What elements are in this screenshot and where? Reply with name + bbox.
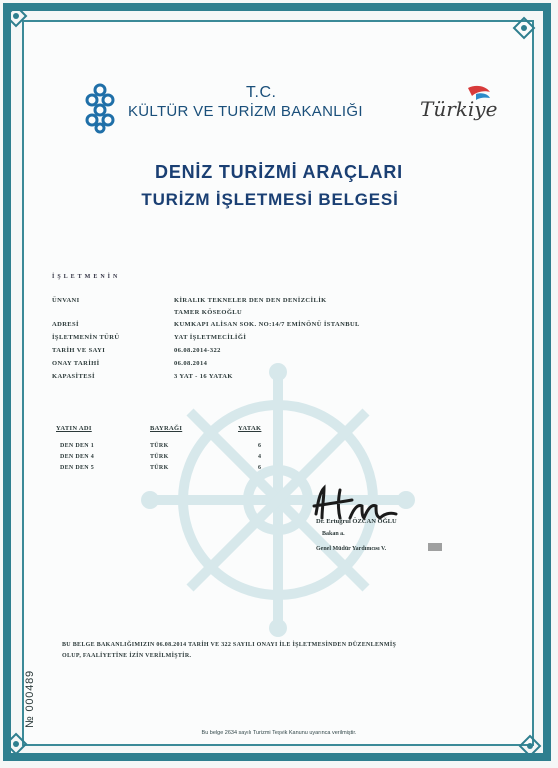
vessel-header-beds: YATAK — [238, 425, 262, 432]
vessel-row-flag: TÜRK — [150, 454, 169, 460]
certificate-notice — [62, 640, 502, 662]
field-value-capacity: 3 YAT - 16 YATAK — [174, 373, 233, 380]
vessel-row-flag: TÜRK — [150, 443, 169, 449]
field-label-title: ÜNVANI — [52, 297, 80, 304]
certificate-title-line2: TURİZM İŞLETMESİ BELGESİ — [141, 190, 399, 209]
notice-line-1: BU BELGE BAKANLIĞIMIZIN 06.08.2014 TARİH VE 322 SAYILI ONAYI İLE İŞLETMESİNDEN DÜZENLENMİŞ — [62, 642, 397, 648]
serial-number: № 000489 — [24, 670, 36, 728]
svg-text:Türkiye: Türkiye — [420, 97, 498, 121]
vessel-row-flag: TÜRK — [150, 465, 169, 471]
certificate-title-line1: DENİZ TURİZMİ ARAÇLARI — [155, 162, 403, 182]
field-value-business-type: YAT İŞLETMECİLİĞİ — [174, 334, 247, 341]
vessel-header-name: YATIN ADI — [56, 425, 92, 432]
corner-ornament-top-right — [512, 16, 536, 40]
vessel-row-beds: 6 — [258, 443, 262, 449]
corner-ornament-bottom-right — [518, 734, 542, 758]
corner-ornament-top-left — [4, 4, 28, 28]
signatory-name: Dr. Ertuğrul ÖZCAN OĞLU — [316, 518, 397, 525]
vessel-row-beds: 6 — [258, 465, 262, 471]
vessel-row-name: DEN DEN 1 — [60, 443, 95, 449]
field-value-approval-date: 06.08.2014 — [174, 360, 208, 367]
vessel-row-name: DEN DEN 4 — [60, 454, 95, 460]
field-value-title-cont: TAMER KÖSEOĞLU — [174, 309, 243, 316]
field-value-address: KUMKAPI ALİSAN SOK. NO:14/7 EMİNÖNÜ İSTANBUL — [174, 321, 360, 328]
section-label: İŞLETMENİN — [52, 274, 121, 280]
field-value-date-number: 06.08.2014-322 — [174, 347, 221, 354]
footer-legal-text: Bu belge 2634 sayılı Turizmi Teşvik Kanunu uyarınca verilmiştir. — [201, 730, 357, 736]
field-label-address: ADRESİ — [52, 321, 79, 328]
stamp-mark — [426, 540, 444, 554]
ministry-seal-logo — [82, 82, 118, 134]
vessel-header-flag: BAYRAĞI — [150, 425, 183, 432]
ministry-name: KÜLTÜR VE TURİZM BAKANLIĞI — [128, 103, 363, 120]
field-label-approval-date: ONAY TARİHİ — [52, 360, 100, 367]
notice-line-2: OLUP, FAALİYETİNE İZİN VERİLMİŞTİR. — [62, 653, 192, 659]
header-tc: T.C. — [246, 84, 277, 101]
signatory-role: Bakan a. — [322, 531, 345, 537]
field-value-title: KİRALIK TEKNELER DEN DEN DENİZCİLİK — [174, 297, 327, 304]
field-label-business-type: İŞLETMENİN TÜRÜ — [52, 334, 120, 341]
vessel-row-name: DEN DEN 5 — [60, 465, 95, 471]
vessel-row-beds: 4 — [258, 454, 262, 460]
signatory-title: Genel Müdür Yardımcısı V. — [316, 546, 387, 552]
turkiye-logo — [416, 84, 514, 124]
field-label-capacity: KAPASİTESİ — [52, 373, 95, 380]
field-label-date-number: TARİH VE SAYI — [52, 347, 106, 354]
